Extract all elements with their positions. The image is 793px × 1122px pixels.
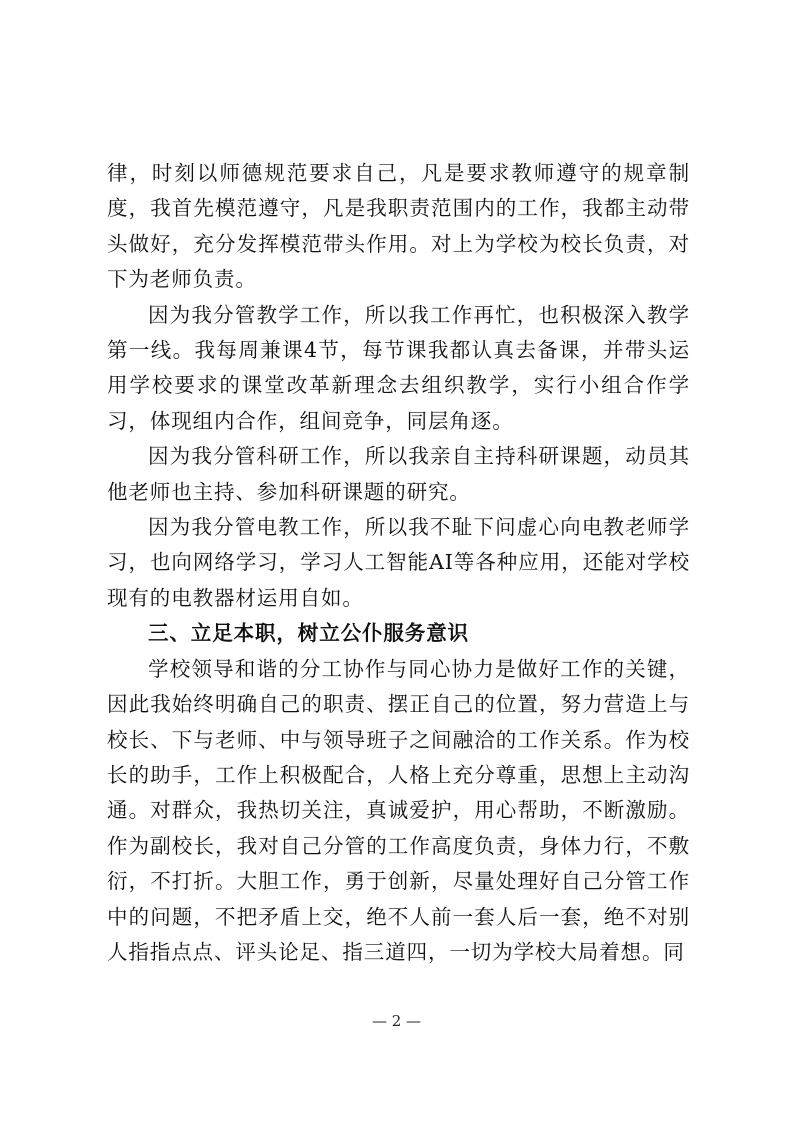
paragraph-research: 因为我分管科研工作，所以我亲自主持科研课题，动员其他老师也主持、参加科研课题的研究。 [107,444,690,504]
paragraph-teaching: 因为我分管教学工作，所以我工作再忙，也积极深入教学第一线。我每周兼课4节，每节课我都认真去备课，并带头运用学校要求的课堂改革新理念去组织教学，实行小组合作学习，体现组内合作，组间竞争，同层角逐。 [107,302,690,433]
paragraph-leadership: 学校领导和谐的分工协作与同心协力是做好工作的关键，因此我始终明确自己的职责、摆正自己的位置，努力营造上与校长、下与老师、中与领导班子之间融洽的工作关系。作为校长的助手，工作上积极配合，人格上充分尊重，思想上主动沟通。对群众，我热切关注，真诚爱护，用心帮助，不断激励。作为副校长，我对自己分管的工作高度负责，身体力行，不敷衍，不打折。大胆工作，勇于创新，尽量处理好自己分管工作中的问题，不把矛盾上交，绝不人前一套人后一套，绝不对别人指指点点、评头论足、指三道四，一切为学校大局着想。同 [107,656,690,964]
document-body [107,156,690,970]
paragraph-audio-visual: 因为我分管电教工作，所以我不耻下问虚心向电教老师学习，也向网络学习，学习人工智能AI等各种应用，还能对学校现有的电教器材运用自如。 [107,515,690,610]
page-number: — 2 — [371,1012,422,1030]
section-heading: 三、立足本职，树立公仆服务意识 [148,621,469,646]
paragraph-continuation: 律，时刻以师德规范要求自己，凡是要求教师遵守的规章制度，我首先模范遵守，凡是我职责范围内的工作，我都主动带头做好，充分发挥模范带头作用。对上为学校为校长负责，对下为老师负责。 [107,161,690,292]
